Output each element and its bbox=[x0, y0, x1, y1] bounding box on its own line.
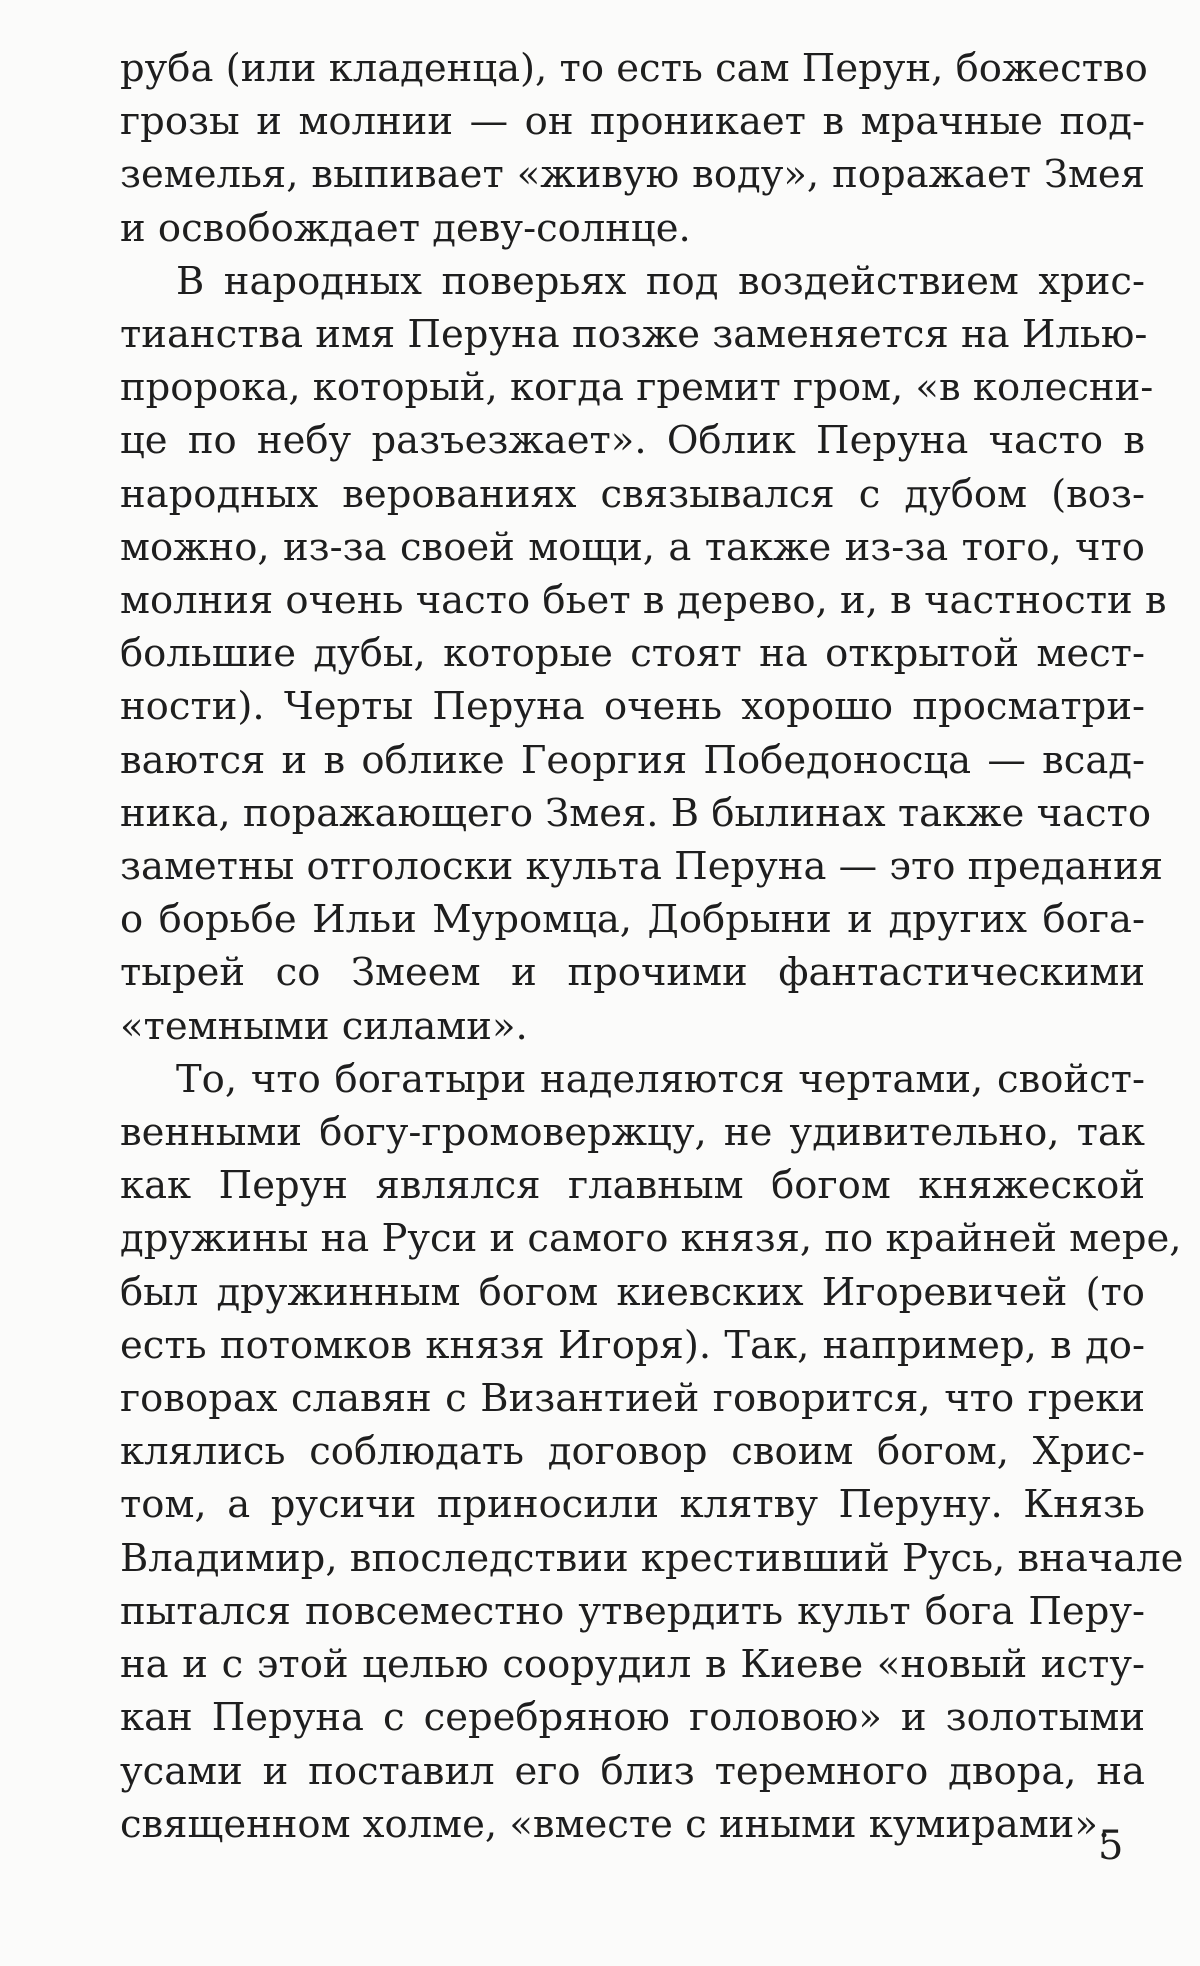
text-line: народных верованиях связывался с дубом (воз- bbox=[120, 471, 1145, 517]
text-line: можно, из-за своей мощи, а также из-за того, что bbox=[120, 524, 1145, 570]
text-line: «темными силами». bbox=[120, 1003, 528, 1049]
text-line: есть потомков князя Игоря). Так, например, в до- bbox=[120, 1322, 1145, 1368]
text-line: ваются и в облике Георгия Победоносца — всад- bbox=[120, 737, 1145, 783]
text-line: как Перун являлся главным богом княжеской bbox=[120, 1163, 1145, 1209]
text-line: грозы и молнии — он проникает в мрачные под- bbox=[120, 99, 1145, 145]
text-line: венными богу-громовержцу, не удивительно, так bbox=[120, 1110, 1145, 1156]
text-line: молния очень часто бьет в дерево, и, в частности в bbox=[120, 578, 1167, 624]
text-line: це по небу разъезжает». Облик Перуна часто в bbox=[120, 418, 1145, 464]
text-line: о борьбе Ильи Муромца, Добрыни и других бога- bbox=[120, 897, 1145, 943]
text-line: на и с этой целью соорудил в Киеве «новый исту- bbox=[120, 1642, 1145, 1688]
text-line: большие дубы, которые стоят на открытой мест- bbox=[120, 631, 1145, 677]
text-line: пытался повсеместно утвердить культ бога Перу- bbox=[120, 1588, 1145, 1634]
text-line: То, что богатыри наделяются чертами, свойст- bbox=[176, 1056, 1145, 1102]
text-line: усами и поставил его близ теремного двора, на bbox=[120, 1748, 1145, 1794]
text-line: Владимир, впоследствии крестивший Русь, вначале bbox=[120, 1535, 1184, 1581]
text-line: земелья, выпивает «живую воду», поражает Змея bbox=[120, 152, 1145, 198]
text-line: том, а русичи приносили клятву Перуну. Князь bbox=[120, 1482, 1145, 1528]
text-line: В народных поверьях под воздействием хрис- bbox=[176, 258, 1145, 304]
page-number: 5 bbox=[1098, 1823, 1124, 1869]
text-line: был дружинным богом киевских Игоревичей (то bbox=[120, 1269, 1145, 1315]
text-line: клялись соблюдать договор своим богом, Хрис- bbox=[120, 1429, 1145, 1475]
text-line: священном холме, «вместе с иными кумирами». bbox=[120, 1801, 1111, 1847]
text-line: тырей со Змеем и прочими фантастическими bbox=[120, 950, 1145, 996]
text-line: тианства имя Перуна позже заменяется на Илью- bbox=[120, 312, 1148, 358]
text-line: заметны отголоски культа Перуна — это предания bbox=[120, 844, 1164, 890]
text-line: ника, поражающего Змея. В былинах также часто bbox=[120, 790, 1152, 836]
text-line: пророка, который, когда гремит гром, «в колесни- bbox=[120, 365, 1154, 411]
text-line: руба (или кладенца), то есть сам Перун, божество bbox=[120, 46, 1148, 91]
text-line: дружины на Руси и самого князя, по крайней мере, bbox=[120, 1216, 1182, 1262]
body-text bbox=[120, 42, 1184, 1851]
text-line: ности). Черты Перуна очень хорошо просматри- bbox=[120, 684, 1145, 730]
text-line: говорах славян с Византией говорится, что греки bbox=[120, 1376, 1145, 1422]
text-line: кан Перуна с серебряною головою» и золотыми bbox=[120, 1695, 1145, 1741]
text-line: и освобождает деву-солнце. bbox=[120, 205, 691, 251]
